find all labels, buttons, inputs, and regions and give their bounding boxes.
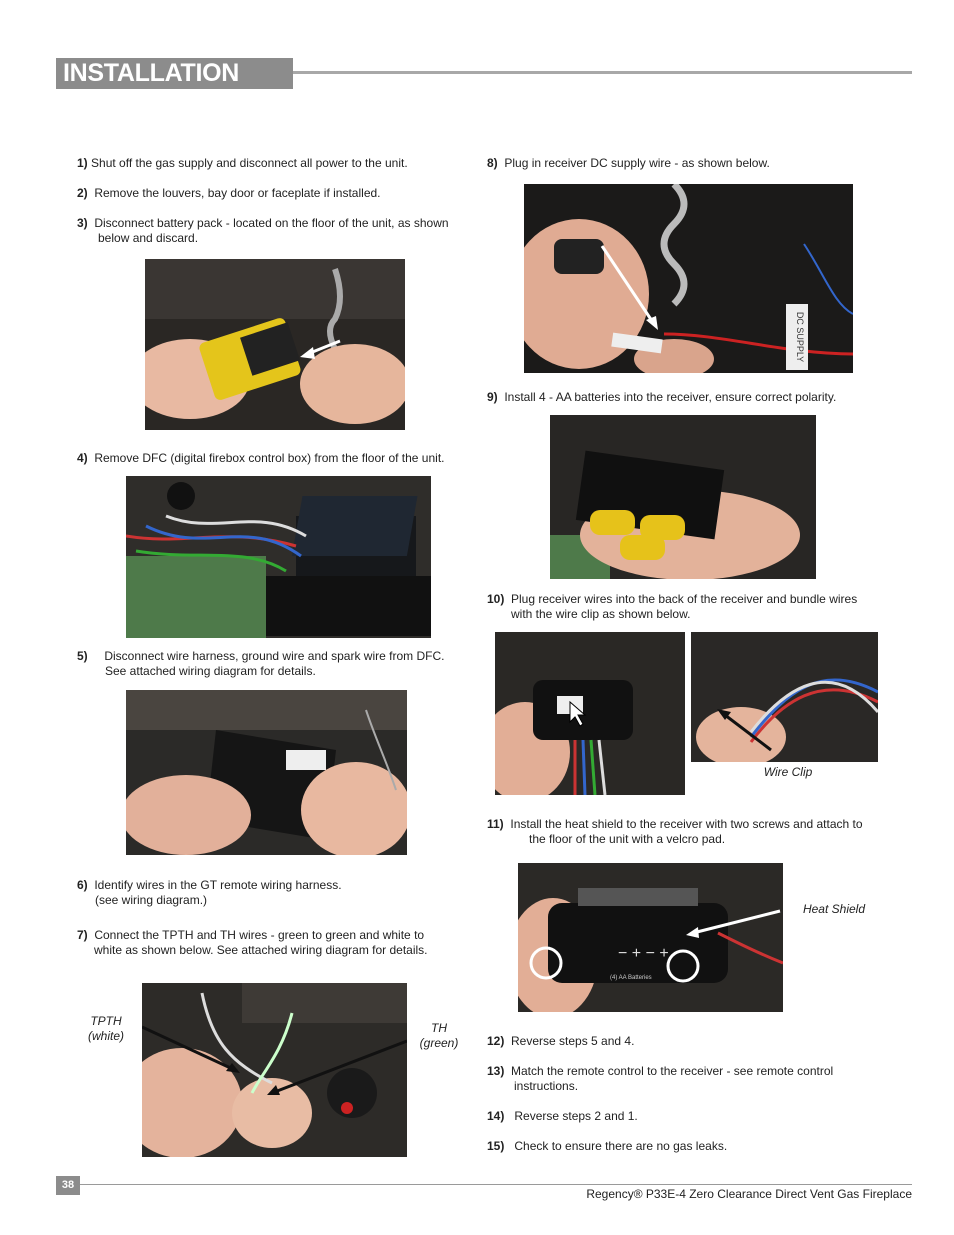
page-number: 38 (56, 1176, 80, 1195)
step-4 (77, 451, 445, 466)
step-5 (77, 649, 444, 679)
step-text: Shut off the gas supply and disconnect all power to the unit. (91, 156, 408, 170)
step-text: Disconnect battery pack - located on the floor of the unit, as shown (94, 216, 449, 230)
step-9 (487, 390, 836, 405)
step-text: Remove the louvers, bay door or faceplate if installed. (94, 186, 381, 200)
step-2 (77, 186, 381, 201)
step-text: Plug receiver wires into the back of the receiver and bundle wires (511, 592, 858, 606)
photo-wire-clip (691, 632, 878, 762)
step-text: Remove DFC (digital firebox control box) from the floor of the unit. (94, 451, 445, 465)
step-number: 15) (487, 1139, 505, 1153)
step-number: 14) (487, 1109, 505, 1123)
svg-text:− + − +: − + − + (618, 945, 669, 962)
photo-heat-shield (518, 863, 783, 1012)
step-6 (77, 878, 342, 908)
step-1 (77, 156, 408, 171)
step-text: Reverse steps 2 and 1. (514, 1109, 638, 1123)
step-12 (487, 1034, 634, 1049)
step-number: 3) (77, 216, 88, 230)
caption-th-line1: TH (431, 1021, 447, 1035)
step-text-continued: white as shown below. See attached wiring diagram for details. (94, 943, 428, 957)
step-text: Disconnect wire harness, ground wire and spark wire from DFC. (104, 649, 445, 663)
step-13 (487, 1064, 833, 1094)
step-number: 6) (77, 878, 88, 892)
step-3 (77, 216, 449, 246)
caption-th-line2: (green) (419, 1036, 459, 1050)
step-text-continued: See attached wiring diagram for details. (105, 664, 316, 678)
step-number: 11) (487, 817, 504, 831)
step-text: Install 4 - AA batteries into the receiver, ensure correct polarity. (504, 390, 837, 404)
step-number: 7) (77, 928, 88, 942)
step-number: 2) (77, 186, 88, 200)
footer-product-name: Regency® P33E-4 Zero Clearance Direct Vent Gas Fireplace (586, 1187, 912, 1201)
step-10 (487, 592, 857, 622)
step-text-continued: (see wiring diagram.) (95, 893, 208, 907)
step-number: 5) (77, 649, 88, 663)
step-number: 13) (487, 1064, 505, 1078)
photo-dc-supply (524, 184, 853, 373)
step-text: Install the heat shield to the receiver with two screws and attach to (510, 817, 863, 831)
step-number: 8) (487, 156, 498, 170)
step-7 (77, 928, 428, 958)
dc-supply-tag: DC SUPPLY (795, 311, 805, 363)
step-text-continued: below and discard. (98, 231, 199, 245)
caption-th (416, 1021, 462, 1051)
photo-tpth-th-wires (142, 983, 407, 1157)
step-text: Match the remote control to the receiver - see remote control (511, 1064, 834, 1078)
step-text-continued: the floor of the unit with a velcro pad. (529, 832, 726, 846)
step-number: 10) (487, 592, 505, 606)
aa-batteries-label: (4) AA Batteries (610, 975, 652, 981)
step-11 (487, 817, 863, 847)
step-text-continued: instructions. (514, 1079, 579, 1093)
photo-battery-pack (145, 259, 405, 430)
step-number: 12) (487, 1034, 505, 1048)
caption-wire-clip: Wire Clip (763, 765, 813, 779)
step-text: Connect the TPTH and TH wires - green to green and white to (94, 928, 425, 942)
photo-dfc-box (126, 476, 431, 638)
caption-tpth-line2: (white) (87, 1029, 124, 1043)
step-text: Identify wires in the GT remote wiring harness. (94, 878, 342, 892)
photo-aa-batteries (550, 415, 816, 579)
step-text: Reverse steps 5 and 4. (511, 1034, 635, 1048)
page-title: INSTALLATION (63, 59, 240, 87)
step-text: Plug in receiver DC supply wire - as shown below. (504, 156, 770, 170)
step-8 (487, 156, 770, 171)
photo-wire-harness (126, 690, 407, 855)
step-text-continued: with the wire clip as shown below. (511, 607, 691, 621)
photo-receiver-back (495, 632, 685, 795)
footer-rule (80, 1184, 912, 1185)
caption-tpth (84, 1014, 128, 1044)
header-rule (293, 71, 912, 74)
step-text: Check to ensure there are no gas leaks. (514, 1139, 728, 1153)
step-number: 4) (77, 451, 88, 465)
step-number: 9) (487, 390, 498, 404)
step-number: 1) (77, 156, 88, 170)
caption-heat-shield: Heat Shield (802, 902, 866, 916)
step-14 (487, 1109, 638, 1124)
step-15 (487, 1139, 727, 1154)
caption-tpth-line1: TPTH (90, 1014, 122, 1028)
